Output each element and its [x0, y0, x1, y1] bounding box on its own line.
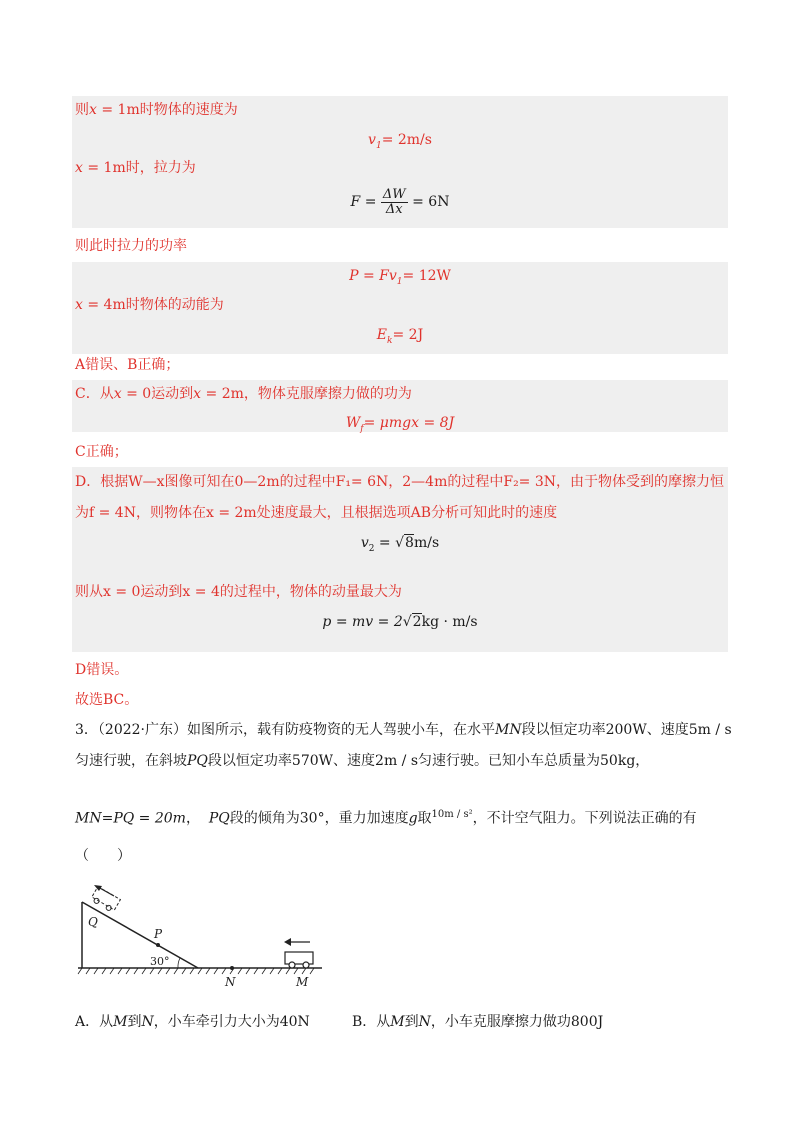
label-p: P	[154, 927, 163, 941]
equation-force: F = $\frac{\Delta W}{\Delta x}$ = 6N	[350, 186, 450, 217]
solution-line-2: x = 1m时，拉力为	[75, 160, 196, 176]
equation-friction-work: $W_f= \mu mgx = 8J$	[345, 415, 455, 434]
label-angle: 30°	[150, 955, 170, 968]
solution-line-12: 故选BC。	[75, 692, 139, 708]
label-m: M	[296, 975, 309, 989]
equation-kinetic-energy: $E_k= 2J$	[376, 327, 424, 346]
fraction-dw-dx: $\frac{\Delta W}{\Delta x}$	[382, 186, 406, 217]
label-q: Q	[88, 915, 98, 929]
solution-line-6: C．从x = 0运动到x = 2m，物体克服摩擦力做的功为	[75, 386, 412, 402]
label-n: N	[225, 975, 236, 989]
solution-line-10: 则从x = 0运动到x = 4的过程中，物体的动量最大为	[75, 584, 402, 600]
question-line-2: 匀速行驶，在斜坡PQ段以恒定功率570W、速度2m / s匀速行驶。已知小车总质量为50kg，	[75, 753, 650, 769]
solution-line-7: C正确；	[75, 444, 128, 460]
answer-parentheses: （ ）	[75, 848, 131, 864]
equation-v1: $v_1= 2m/s$	[368, 132, 432, 151]
solution-line-9: 为f = 4N，则物体在x = 2m处速度最大，且根据选项AB分析可知此时的速度	[75, 505, 558, 521]
equation-momentum: p = mv = 2√2kg · m/s	[322, 614, 478, 630]
option-a[interactable]: A．从M到N，小车牵引力大小为40N	[75, 1014, 310, 1030]
solution-line-4: x = 4m时物体的动能为	[75, 297, 224, 313]
solution-line-3: 则此时拉力的功率	[75, 238, 187, 254]
incline-figure	[70, 880, 330, 990]
solution-line-11: D错误。	[75, 662, 129, 678]
option-b[interactable]: B．从M到N，小车克服摩擦力做功800J	[352, 1014, 604, 1030]
solution-line-8: D．根据W—x图像可知在0—2m的过程中F₁= 6N，2—4m的过程中F₂= 3N，由于物体受到的摩擦力恒	[75, 474, 725, 490]
question-line-3: MN=PQ = 20m， PQ段的倾角为30°，重力加速度g取$^{10m / s^2}$，不计空气阻力。下列说法正确的有	[75, 809, 697, 827]
question-line-1: 3．（2022·广东）如图所示，载有防疫物资的无人驾驶小车，在水平MN段以恒定功率200W、速度5m / s	[75, 722, 732, 738]
equation-v2: $v_2 = √8m/s$	[360, 535, 440, 554]
solution-line-1: 则x = 1m时物体的速度为	[75, 102, 238, 118]
solution-line-5: A错误、B正确；	[75, 357, 180, 373]
equation-power: $P = Fv_1= 12W$	[349, 268, 451, 287]
